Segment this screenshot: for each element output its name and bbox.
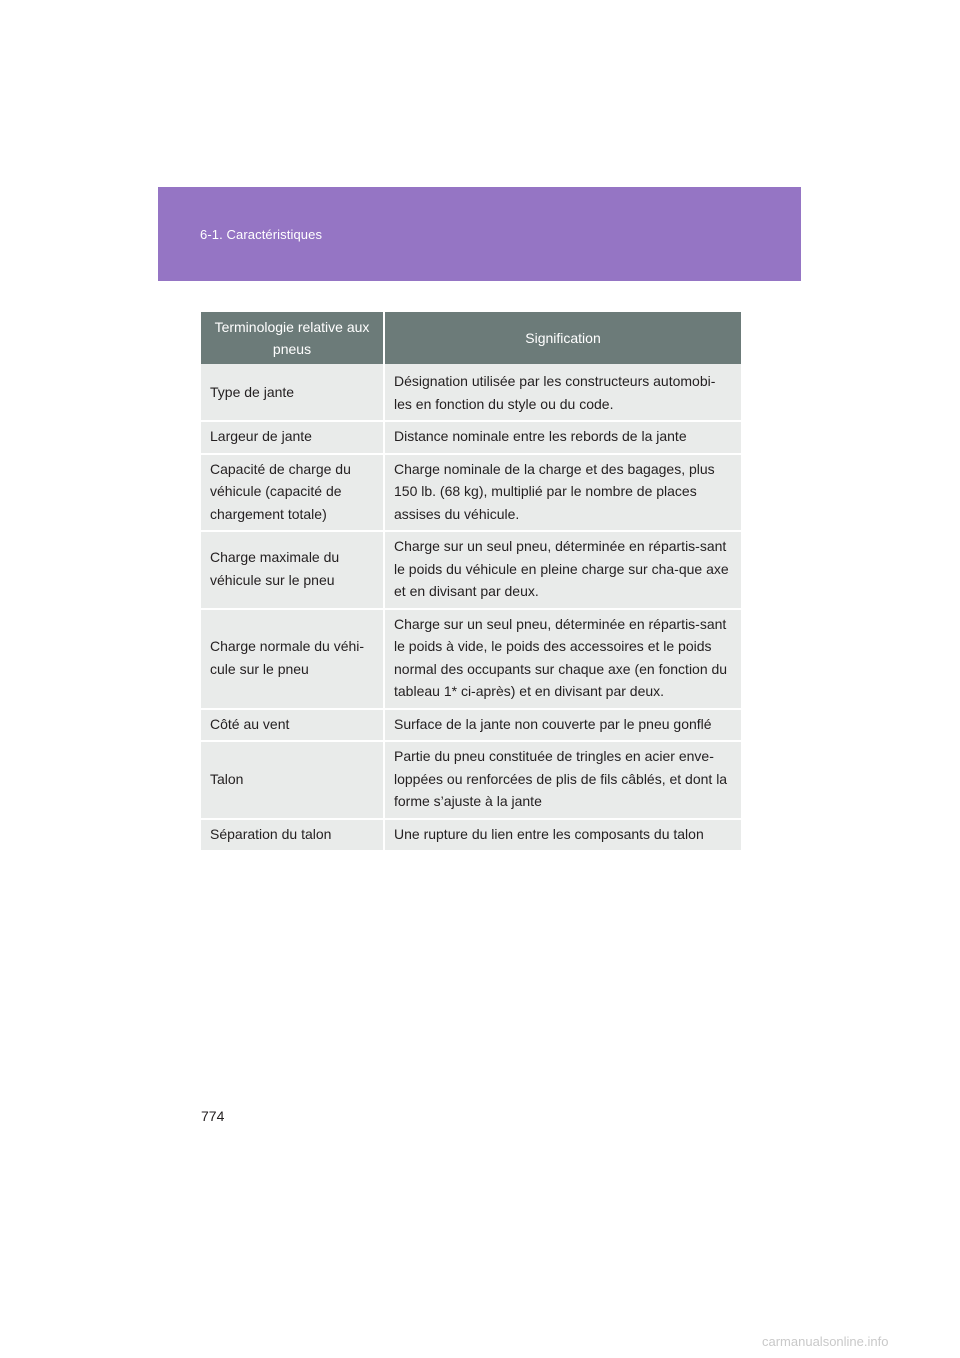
section-title: 6-1. Caractéristiques [200, 227, 323, 242]
term-cell: Largeur de jante [201, 422, 385, 455]
term-cell: Charge maximale du véhicule sur le pneu [201, 532, 385, 610]
term-cell: Séparation du talon [201, 820, 385, 853]
table-row [201, 455, 741, 533]
table-row [201, 820, 741, 853]
table-row [201, 532, 741, 610]
header-band [158, 187, 801, 281]
meaning-cell: Surface de la jante non couverte par le pneu gonflé [385, 710, 741, 743]
watermark: carmanualsonline.info [762, 1334, 889, 1349]
meaning-cell: Distance nominale entre les rebords de la jante [385, 422, 741, 455]
column-header-meaning: Signification [385, 312, 741, 364]
term-cell: Charge normale du véhi-cule sur le pneu [201, 610, 385, 710]
meaning-cell: Charge sur un seul pneu, déterminée en répartis-sant le poids à vide, le poids des accessoires et le poids normal des occupants sur chaque axe (en fonction du tableau 1* ci-après) et en divisant par deux. [385, 610, 741, 710]
tire-terminology-table [201, 312, 741, 852]
table-row [201, 364, 741, 422]
term-cell: Type de jante [201, 364, 385, 422]
term-cell: Talon [201, 742, 385, 820]
column-header-term: Terminologie relative aux pneus [201, 312, 385, 364]
meaning-cell: Désignation utilisée par les constructeurs automobi-les en fonction du style ou du code. [385, 364, 741, 422]
table-row [201, 610, 741, 710]
meaning-cell: Partie du pneu constituée de tringles en acier enve-loppées ou renforcées de plis de fils câblés, et dont la forme s’ajuste à la jante [385, 742, 741, 820]
table-row [201, 422, 741, 455]
page-number: 774 [201, 1108, 225, 1124]
table-row [201, 742, 741, 820]
meaning-cell: Charge nominale de la charge et des bagages, plus 150 lb. (68 kg), multiplié par le nombre de places assises du véhicule. [385, 455, 741, 533]
term-cell: Capacité de charge du véhicule (capacité de chargement totale) [201, 455, 385, 533]
meaning-cell: Une rupture du lien entre les composants du talon [385, 820, 741, 853]
term-cell: Côté au vent [201, 710, 385, 743]
table-row [201, 710, 741, 743]
table-header-row [201, 312, 741, 364]
meaning-cell: Charge sur un seul pneu, déterminée en répartis-sant le poids du véhicule en pleine charge sur cha-que axe et en divisant par deux. [385, 532, 741, 610]
